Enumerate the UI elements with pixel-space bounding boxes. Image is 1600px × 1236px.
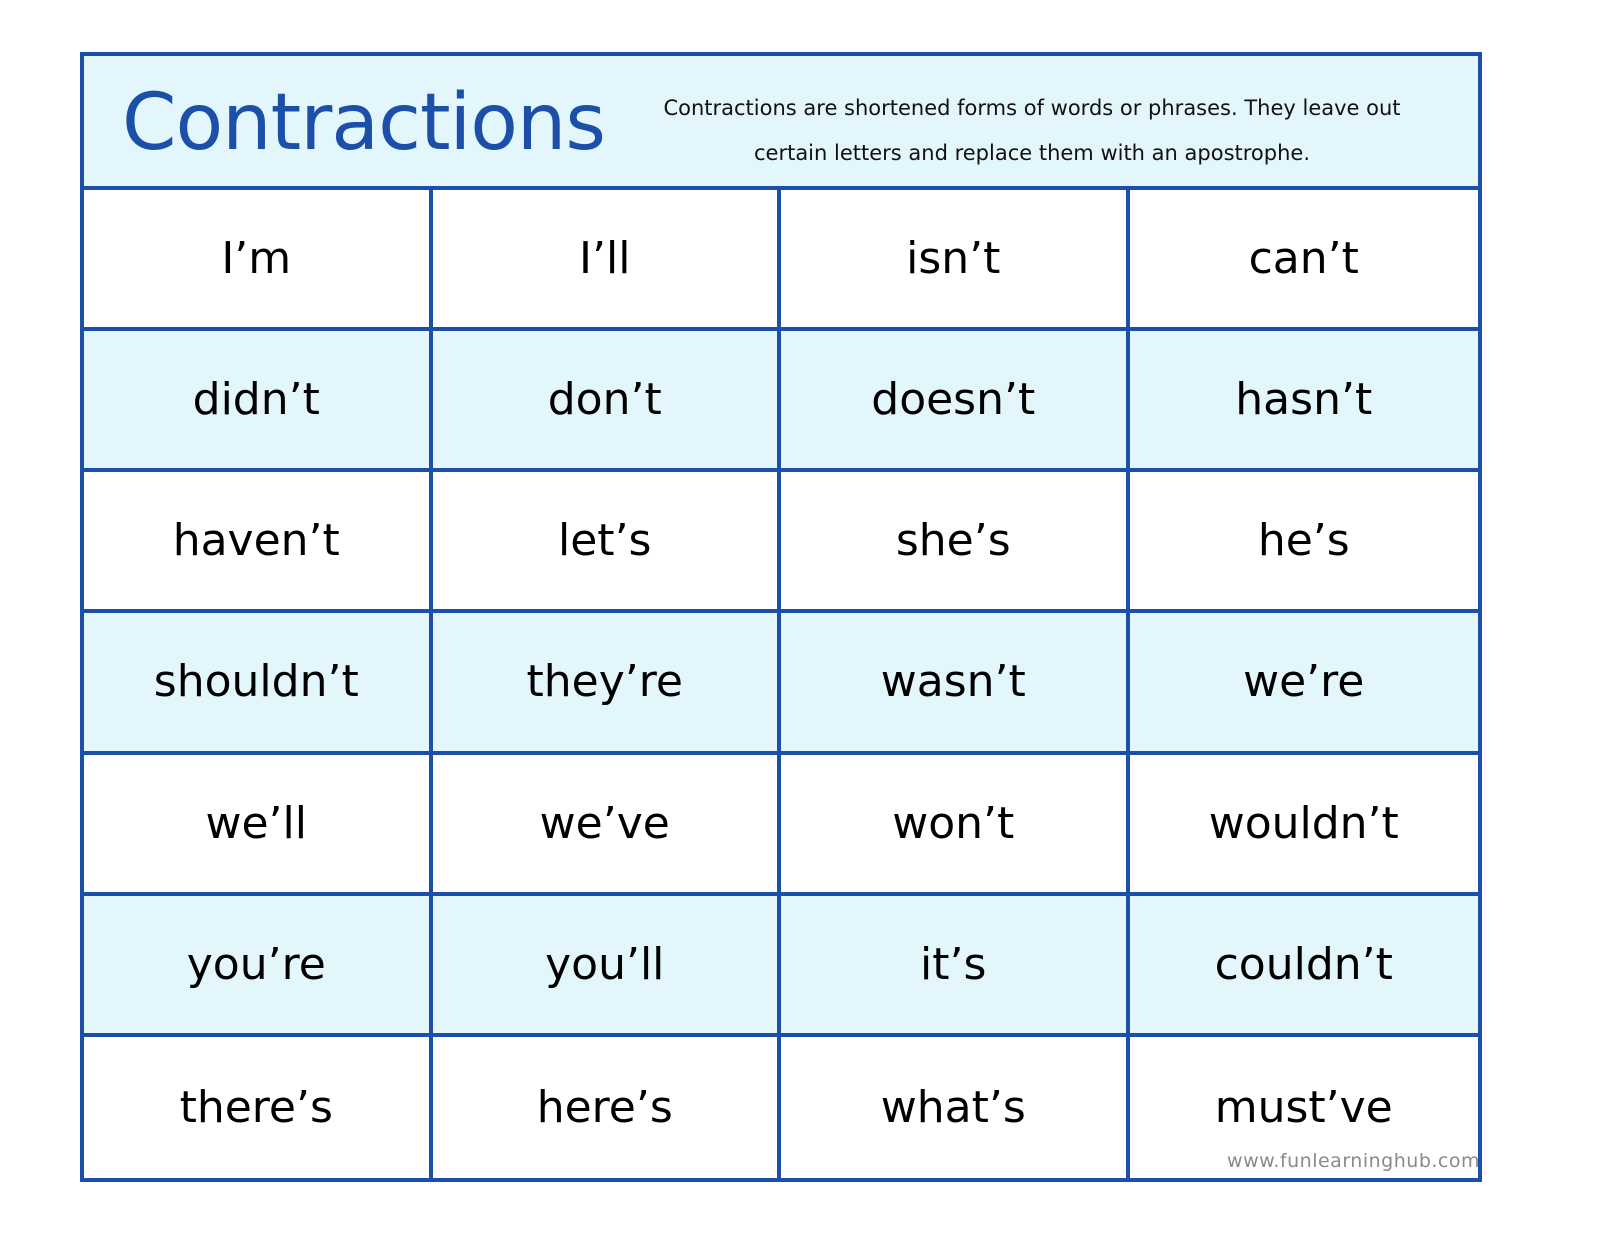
contraction-cell: won’t <box>781 755 1130 896</box>
contraction-cell: what’s <box>781 1037 1130 1178</box>
contraction-cell: here’s <box>433 1037 782 1178</box>
contraction-cell: let’s <box>433 472 782 613</box>
contraction-cell: couldn’t <box>1130 896 1479 1037</box>
contraction-cell: wasn’t <box>781 613 1130 754</box>
description-text: Contractions are shortened forms of words or phrases. They leave out certain letters and replace them with an apostrophe. <box>663 96 1401 165</box>
contraction-cell: we’ve <box>433 755 782 896</box>
contraction-cell: they’re <box>433 613 782 754</box>
contraction-cell: I’ll <box>433 190 782 331</box>
contractions-grid <box>84 190 1478 1178</box>
contraction-cell: must’ve <box>1130 1037 1479 1178</box>
contraction-cell: we’ll <box>84 755 433 896</box>
contraction-cell: isn’t <box>781 190 1130 331</box>
contraction-cell: doesn’t <box>781 331 1130 472</box>
header-panel <box>84 56 1478 190</box>
contractions-chart <box>80 52 1482 1182</box>
contraction-cell: we’re <box>1130 613 1479 754</box>
contraction-cell: wouldn’t <box>1130 755 1479 896</box>
contraction-cell: can’t <box>1130 190 1479 331</box>
contraction-cell: haven’t <box>84 472 433 613</box>
contraction-cell: don’t <box>433 331 782 472</box>
contraction-cell: she’s <box>781 472 1130 613</box>
contraction-cell: there’s <box>84 1037 433 1178</box>
contraction-cell: it’s <box>781 896 1130 1037</box>
page-title: Contractions <box>122 78 606 168</box>
contraction-cell: you’ll <box>433 896 782 1037</box>
website-url: www.funlearninghub.com <box>1227 1150 1480 1172</box>
contraction-cell: he’s <box>1130 472 1479 613</box>
contraction-cell: hasn’t <box>1130 331 1479 472</box>
contraction-cell: I’m <box>84 190 433 331</box>
contraction-cell: you’re <box>84 896 433 1037</box>
contraction-cell: shouldn’t <box>84 613 433 754</box>
contraction-cell: didn’t <box>84 331 433 472</box>
